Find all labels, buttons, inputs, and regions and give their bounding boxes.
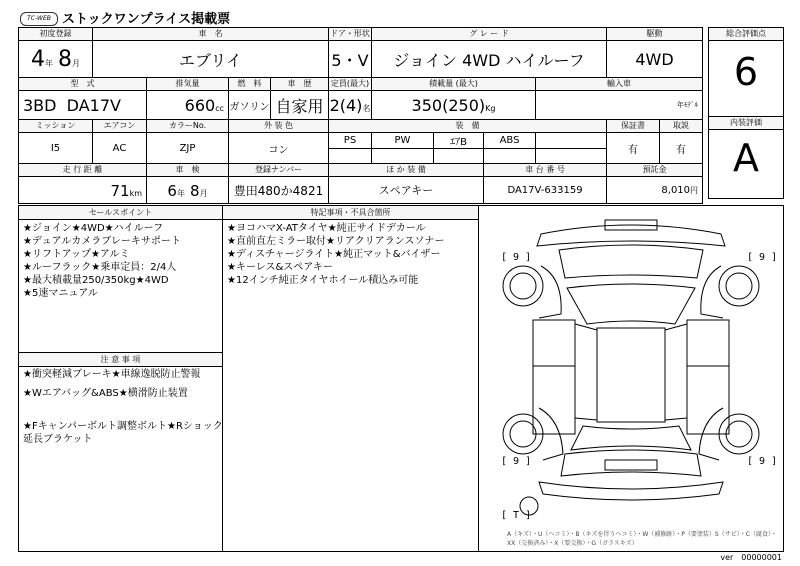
label-other-equip: ほ か 装 備 (329, 164, 484, 177)
manual: 有 (660, 133, 703, 164)
equip-abs: ABS (484, 133, 536, 149)
label-grade: グ レ ー ド (372, 28, 607, 41)
list-item: ★デュアルカメラブレーキサポート (23, 236, 181, 247)
equip-airbag: ｴｱB (434, 133, 484, 149)
page-title: ストックワンプライス掲載票 (62, 12, 231, 27)
rating-box (708, 27, 784, 199)
special-notes-heading: 特記事項・不具合箇所 (223, 206, 478, 220)
exterior-color: コン (229, 133, 329, 164)
total-rating: 6 (733, 50, 759, 94)
sales-points-heading: セールスポイント (19, 206, 222, 220)
import-note: 年ﾓﾃﾞﾙ (536, 91, 703, 120)
history: 自家用 (271, 91, 329, 120)
version-label: ver 00000001 (720, 553, 782, 562)
sales-points-column (19, 206, 223, 551)
other-equipment: スペアキー (329, 177, 484, 204)
label-color-no: カラーNo. (147, 120, 229, 133)
chassis-number: DA17V-633159 (484, 177, 607, 204)
tire-mark-front-right: [ 9 ] (747, 252, 778, 263)
label-plate: 登録ナンバー (229, 164, 329, 177)
sales-points-list (19, 220, 222, 302)
mission: I5 (19, 133, 93, 164)
logo: TC-WEB (20, 12, 58, 26)
displacement: 660cc (147, 91, 229, 120)
deposit: 8,010円 (607, 177, 703, 204)
mileage: 71km (19, 177, 147, 204)
special-notes-list (223, 220, 478, 289)
list-item: ★5速マニュアル (23, 288, 98, 299)
aircon: AC (93, 133, 147, 164)
label-model: 型 式 (19, 78, 147, 91)
tire-mark-rear-right: [ 9 ] (747, 456, 778, 467)
label-manual: 取説 (660, 120, 703, 133)
rear-plate-shape (605, 460, 657, 470)
tire-mark-rear-left: [ 9 ] (501, 456, 532, 467)
list-item: ★ジョイン★4WD★ハイルーフ (23, 223, 164, 234)
label-history: 車 歴 (271, 78, 329, 91)
front-bumper-shape (537, 225, 725, 246)
list-item: ★ヨコハマX-ATタイヤ★純正サイドデカール (227, 223, 426, 234)
label-mileage: 走 行 距 離 (19, 164, 147, 177)
capacity: 2(4)名 (329, 91, 372, 120)
list-item: ★Fキャンパーボルト調整ボルト★Rショック延長ブラケット (23, 421, 223, 445)
damage-legend: A（キズ）・U（ヘコミ）・B（キズを伴うヘコミ）・W（補修跡）・P（要塗装）S（サビ）・C（腐食）・XX（交換済み）・X（要交換）・G（ガラスキズ） (507, 531, 777, 547)
list-item: ★リフトアップ★アルミ (23, 249, 130, 260)
label-equipment: 装 備 (329, 120, 607, 133)
grade: ジョイン 4WD ハイルーフ (372, 41, 607, 78)
warranty: 有 (607, 133, 660, 164)
label-drive: 駆動 (607, 28, 703, 41)
rear-window-shape (571, 426, 691, 450)
tire-mark-front-left: [ 9 ] (501, 252, 532, 263)
notes-heading: 注 意 事 項 (19, 353, 222, 367)
roof-shape (597, 328, 665, 422)
list-item: ★ディスチャージライト★純正マット&バイザー (227, 249, 441, 260)
equip-cell (329, 149, 372, 164)
load: 350(250)Kg (372, 91, 536, 120)
label-first-registration: 初度登録 (19, 28, 93, 41)
list-item: ★Wエアバッグ&ABS★横滑防止装置 (23, 388, 188, 399)
left-doors (533, 320, 575, 434)
rear-bumper-shape (539, 482, 723, 500)
door-shape: 5・V (329, 41, 372, 78)
equip-cell (434, 149, 484, 164)
drive: 4WD (607, 41, 703, 78)
list-item (23, 406, 226, 414)
equip-cell (536, 149, 607, 164)
color-no: ZJP (147, 133, 229, 164)
label-aircon: エアコン (93, 120, 147, 133)
first-registration: 4年 8月 (19, 41, 93, 78)
label-warranty: 保証書 (607, 120, 660, 133)
label-car-name: 車 名 (93, 28, 329, 41)
total-rating-label: 総合評価点 (709, 28, 783, 41)
label-load: 積載量 (最大) (372, 78, 536, 91)
list-item: ★直前直左ミラー取付★リアクリアランスソナー (227, 236, 445, 247)
label-capacity: 定員(最大) (329, 78, 372, 91)
label-mission: ミッション (19, 120, 93, 133)
label-displacement: 排気量 (147, 78, 229, 91)
equip-blank (536, 133, 607, 149)
vehicle-info-table (18, 27, 703, 204)
list-item: ★ルーフラック★乗車定員：2/4人 (23, 262, 177, 273)
plate-number: 豊田480か4821 (229, 177, 329, 204)
label-door-shape: ドア・形状 (329, 28, 372, 41)
equip-cell (372, 149, 434, 164)
notes-heading-wrap (19, 352, 222, 367)
list-item: ★衝突軽減ブレーキ★車線逸脱防止警報 (23, 369, 201, 380)
front-left-tire (503, 266, 543, 306)
equip-pw: PW (372, 133, 434, 149)
notes-list (19, 366, 230, 454)
interior-rating: A (733, 136, 759, 180)
equip-ps: PS (329, 133, 372, 149)
fuel: ガソリン (229, 91, 271, 120)
special-notes-column (223, 206, 479, 551)
label-inspection: 車 検 (147, 164, 229, 177)
right-doors (687, 320, 729, 434)
list-item: ★キーレス&スペアキー (227, 262, 333, 273)
interior-rating-label: 内装評価 (709, 116, 783, 130)
inspection: 6年 8月 (147, 177, 229, 204)
front-right-tire (719, 266, 759, 306)
equip-cell (484, 149, 536, 164)
label-deposit: 預託金 (607, 164, 703, 177)
spare-tire-mark: [ T ] (501, 510, 532, 521)
list-item: ★12インチ純正タイヤホイール積込み可能 (227, 275, 419, 286)
model: 3BD DA17V (19, 91, 147, 120)
label-chassis: 車 台 番 号 (484, 164, 607, 177)
details-section (18, 205, 784, 552)
rear-hatch-shape (561, 450, 701, 476)
list-item: ★最大積載量250/350kg★4WD (23, 275, 169, 286)
hood-shape (559, 245, 703, 278)
label-exterior: 外 装 色 (229, 120, 329, 133)
car-name: エブリイ (93, 41, 329, 78)
label-fuel: 燃 料 (229, 78, 271, 91)
vehicle-damage-diagram (479, 206, 783, 551)
label-import: 輸入車 (536, 78, 703, 91)
windshield-shape (567, 284, 695, 324)
